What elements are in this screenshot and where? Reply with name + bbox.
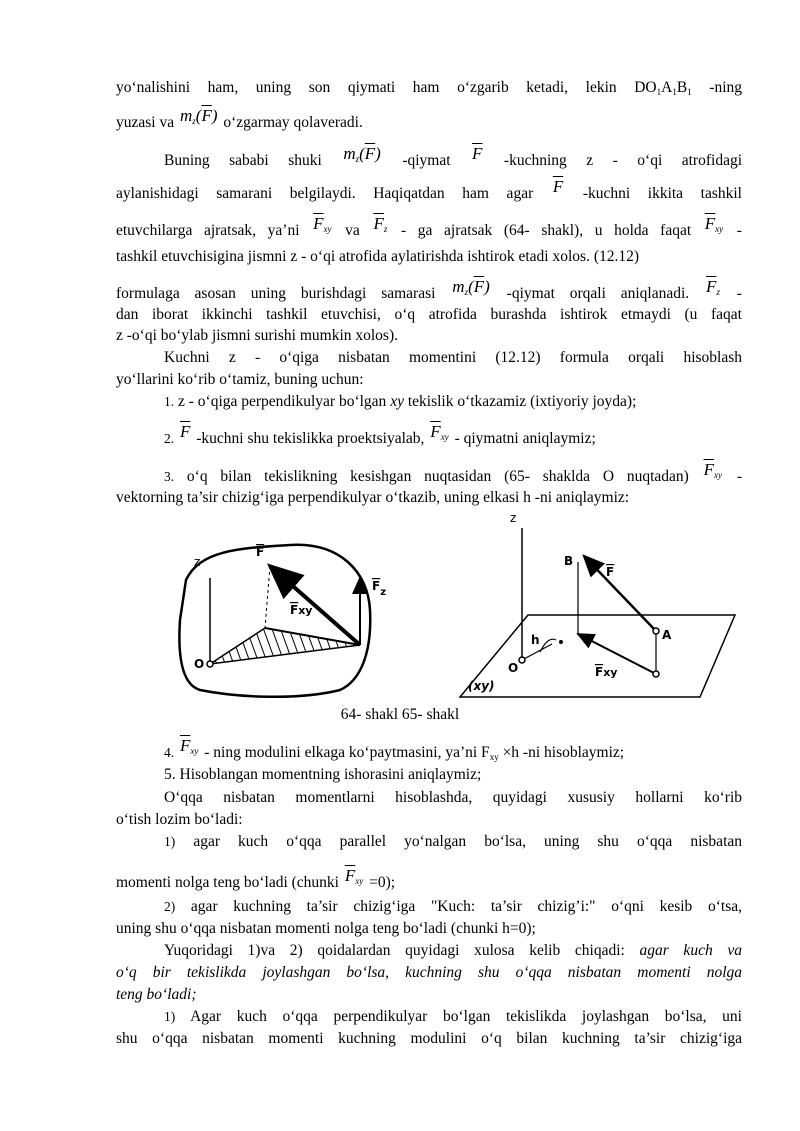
point-right-angle [559, 640, 563, 644]
text-line-21: momenti nolga teng bo‘ladi (chunki $\overline{F}_{xy} =0$); [116, 866, 396, 891]
label-F: F [606, 565, 615, 579]
text-line-3: Buning sababi shuki $m_z(\overline{F})$ -qiymat $\overline{F}$ -kuchning z - o‘qi atrofidagi [164, 144, 742, 169]
label-B: B [564, 554, 574, 568]
text-line-8: dan iborat ikkinchi tashkil etuvchisi, o‘q atrofida burashda ishtirok etmaydi (u faqat [116, 306, 742, 323]
text-line-11: yo‘llarini ko‘rib o‘tamiz, buning uchun: [116, 371, 364, 388]
text-line-2: yuzasi va $m_z(\overline{F})$ o‘zgarmay qolaveradi. [116, 106, 363, 131]
text-line-10: Kuchni z - o‘qiga nisbatan momentini (12.12) formula orqali hisoblash [164, 349, 742, 366]
label-plane: (xy) [468, 679, 495, 693]
text-line-4: aylanishidagi samarani belgilaydi. Haqiqatdan ham agar $\overline{F}$ -kuchni ikkita tashkil [116, 177, 742, 202]
force-F-arrow [584, 556, 656, 631]
text-line-18: O‘qqa nisbatan momentlarni hisoblashda, quyidagi xususiy hollarni ko‘rib [164, 789, 742, 806]
label-A: A [662, 628, 672, 642]
text-line-25: o‘q bir tekislikda joylashgan bo‘lsa, kuchning shu o‘qqa nisbatan momenti nolga [116, 964, 742, 981]
label-O: O [194, 657, 205, 671]
text-line-27: 1) Agar kuch o‘qqa perpendikulyar bo‘lgan tekislikda joylashgan bo‘lsa, uni [164, 1008, 742, 1025]
label-z: z [510, 511, 517, 525]
figure-65 [460, 511, 735, 697]
text-line-26: teng bo‘ladi; [116, 986, 197, 1003]
label-z: z [194, 555, 201, 569]
text-line-16: 4. $\overline{F}_{xy}$ - ning modulini elkaga ko‘paytmasini, ya’ni $F_{xy} \times h$ -ni hisoblaymiz; [164, 736, 625, 762]
label-O: O [508, 661, 519, 675]
hatched-triangle [210, 628, 360, 664]
label-Fxy: Fxy [595, 665, 618, 679]
text-line-28: shu o‘qqa nisbatan momenti kuchning modulini o‘q bilan kuchning ta’sir chizig‘iga [116, 1030, 742, 1047]
text-line-17: 5. Hisoblangan momentning ishorasini aniqlaymiz; [164, 766, 482, 783]
text-line-13: 2. $\overline{F}$ -kuchni shu tekislikka proektsiyalab, $\overline{F}_{xy}$ - qiymatni aniqlaymiz; [164, 422, 596, 447]
text-line-19: o‘tish lozim bo‘ladi: [116, 811, 243, 828]
point-O [519, 657, 525, 663]
text-line-15: vektorning ta’sir chizig‘iga perpendikulyar o‘tkazib, uning elkasi h -ni aniqlaymiz: [116, 489, 630, 506]
text-line-23: uning shu o‘qqa nisbatan momenti nolga teng bo‘ladi (chunki h=0); [116, 920, 536, 937]
label-F: F [256, 545, 265, 559]
text-line-20: 1) agar kuch o‘qqa parallel yo‘nalgan bo‘lsa, uning shu o‘qqa nisbatan [164, 833, 742, 850]
plane-xy [460, 615, 735, 697]
figure-caption: 64- shakl 65- shakl [340, 706, 460, 723]
text-line-6: tashkil etuvchisigina jismni z - o‘qi atrofida aylatirishda ishtirok etadi xolos. (12.12) [116, 248, 640, 265]
text-line-24: Yuqoridagi 1)va 2) qoidalardan quyidagi xulosa kelib chiqadi: agar kuch va [164, 942, 742, 959]
text-line-9: z -o‘qi bo‘ylab jismni surishi mumkin xolos). [116, 327, 398, 344]
label-Fxy: Fxy [290, 603, 313, 617]
text-line-7: formulaga asosan uning burishdagi samarasi $m_z(\overline{F})$ -qiymat orqali aniqlanadi. $\overline{F}_z$ - [116, 277, 742, 302]
point-A-projection [653, 671, 659, 677]
text-line-14: 3. o‘q bilan tekislikning kesishgan nuqtasidan (65- shaklda O nuqtadan) $\overline{F}_{xy}$ - [164, 460, 742, 485]
label-Fz: $F_z$ [372, 579, 387, 598]
text-line-12: 1. z - o‘qiga perpendikulyar bo‘lgan xy tekislik o‘tkazamiz (ixtiyoriy joyda); [164, 393, 637, 410]
text-line-22: 2) agar kuchning ta’sir chizig‘iga "Kuch: ta’sir chizig’i:" o‘qni kesib o‘tsa, [164, 898, 742, 915]
label-h: h [531, 633, 540, 647]
dashed-edge [265, 566, 270, 628]
figure-64 [179, 545, 386, 697]
text-line-5: etuvchilarga ajratsak, ya’ni $\overline{F}_{xy}$ va $\overline{F}_z$ - ga ajratsak (64- shakl), u holda faqat $\overline{F}_{xy}$ - [116, 214, 742, 239]
point-O [207, 661, 213, 667]
point-A [653, 628, 659, 634]
text-line-1: yo‘nalishini ham, uning son qiymati ham o‘zgarib ketadi, lekin $DO_1A_1B_1$ -ning [116, 79, 743, 97]
